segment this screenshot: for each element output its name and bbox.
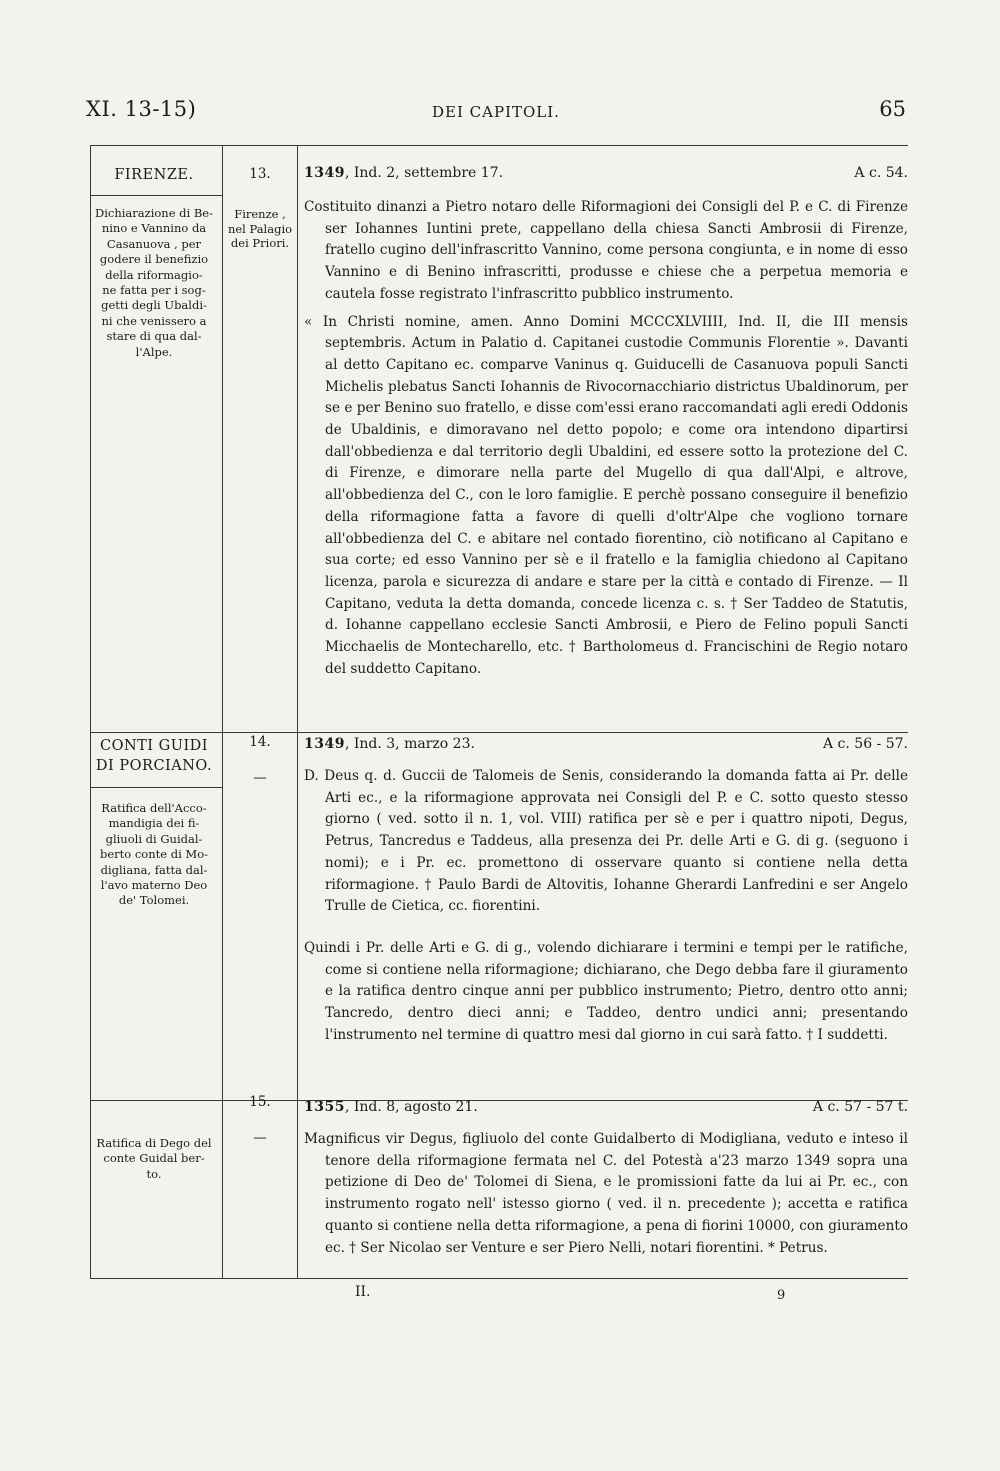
entry-14-place: CONTI GUIDI DI PORCIANO.: [95, 738, 213, 774]
column-rule-1: [222, 145, 223, 1278]
entry-13-place: FIRENZE.: [114, 167, 194, 183]
column-rule-2: [297, 145, 298, 1278]
entry-13-ref: A c. 54.: [854, 165, 908, 181]
entry-15-location: —: [253, 1130, 267, 1146]
header-title: DEI CAPITOLI.: [432, 103, 560, 121]
entry-14-paragraph: Quindi i Pr. delle Arti e G. di g., volendo dichiarare i termini e tempi per le ratifiche, come si contiene nella riformagione; dichiarano, che Dego debba fare il giuramento e la ratifica dentro cinque anni per pubblico instrumento; Pietro, dentro otto anni; Tancredo, dentro dieci anni; e Taddeo, dentro undici anni; presentando l'instrumento nel termine di quattro mesi dal giorno in cui sarà fatto. † I suddetti.: [304, 939, 908, 1043]
entry-14-date: , Ind. 3, marzo 23.: [344, 736, 475, 752]
entry-14-ref: A c. 56 - 57.: [822, 736, 908, 752]
entry-13-date: , Ind. 2, settembre 17.: [344, 165, 504, 181]
top-rule: [90, 145, 908, 146]
entry-15-body: [304, 1099, 908, 1259]
bottom-rule: [90, 1278, 908, 1279]
entry-15-date: , Ind. 8, agosto 21.: [344, 1099, 478, 1115]
place-rule-1: [90, 195, 222, 196]
header-section-ref: XI. 13-15): [86, 97, 197, 121]
entry-14-number: 14.: [249, 734, 271, 750]
entry-15-paragraph: Magnificus vir Degus, figliuolo del conte Guidalberto di Modigliana, veduto e inteso il tenore della riformagione fermata nel C. del Potestà a'23 marzo 1349 sopra una petizione di Deo de' Tolomei di Siena, e le promissioni fatte da lui ai Pr. ec., con instrumento rogato nell' istesso giorno ( ved. il n. precedente ); accetta e ratifica quanto si contiene nella detta riformagione, a pena di fiorini 10000, con giuramento ec. † Ser Nicolao ser Venture e ser Piero Nelli, notari fiorentini. * Petrus.: [304, 1131, 908, 1256]
entry-14-heading: [304, 736, 908, 752]
entry-15-year: 1355: [304, 1099, 345, 1115]
entry-15-note: Ratifica di Dego del conte Guidal ber- to.: [96, 1136, 212, 1181]
entry-14-body: [304, 736, 908, 1046]
entry-14-year: 1349: [304, 736, 345, 752]
entry-13-location: Firenze , nel Palagio dei Priori.: [227, 207, 293, 250]
entry-13-number: 13.: [249, 166, 271, 182]
entry-15-heading: [304, 1099, 908, 1115]
entry-13-heading: [304, 165, 908, 181]
entry-13-year: 1349: [304, 165, 345, 181]
entry-13-body: [304, 165, 908, 680]
header-page-number: 65: [879, 97, 906, 121]
entry-13-paragraph: « In Christi nomine, amen. Anno Domini MCCCXLVIIII, Ind. II, die III mensis septembris. Actum in Palatio d. Capitanei custodie Communis Florentie ». Davanti al detto Capitano ec. comparve Vaninus q. Guiducelli de Casanuova populi Sancti Michelis plebatus Sancti Iohannis de Rivocornacchiario districtus Ubaldinorum, per se e per Benino suo fratello, e disse com'essi erano raccomandati agli eredi Oddonis de Ubaldinis, e dimoravano nel detto popolo; e come ora intendono dipartirsi dall'obbedienza e dal territorio degli Ubaldini, ed essere sotto la protezione del C. di Firenze, e dimorare nella parte del Mugello di qua dall'Alpi, e altrove, all'obbedienza del C., con le loro famiglie. E perchè possano conseguire il benefizio della riformagione fatta a favore di quelli d'oltr'Alpe che vogliono tornare all'obbedienza del C. e abitare nel contado fiorentino, ciò notificano al Capitano e sua corte; ed esso Vannino per sè e il fratello e la famiglia chiedono al Capitano licenza, parola e sicurezza di andare e stare per la città e contado di Firenze. — Il Capitano, veduta la detta domanda, concede licenza c. s. † Ser Taddeo de Statutis, d. Iohanne cappellano ecclesie Sancti Ambrosii, e Piero de Felino populi Sancti Micchaelis de Montecharello, etc. † Bartholomeus d. Francischini de Regio notaro del suddetto Capitano.: [304, 313, 908, 677]
footer-page-mark: 9: [777, 1288, 786, 1303]
footer-signature: II.: [355, 1284, 371, 1300]
entry-14-note: Ratifica dell'Acco- mandigia dei fi- gliuoli di Guidal- berto conte di Mo- digliana, fatta dal- l'avo materno Deo de' Tolomei.: [100, 801, 208, 908]
entry-15-ref: A c. 57 - 57 t.: [812, 1099, 908, 1115]
entry-rule-1: [90, 732, 908, 733]
place-rule-2: [90, 787, 222, 788]
entry-14-paragraph: D. Deus q. d. Guccii de Talomeis de Senis, considerando la domanda fatta ai Pr. delle Arti ec., e la riformagione approvata nei Consigli del P. e C. sotto questo stesso giorno ( ved. sotto il n. 1, vol. VIII) ratifica per sè e per i quattro nipoti, Degus, Petrus, Tancredus e Taddeus, alla presenza dei Pr. delle Arti e G. di g. (seguono i nomi); e i Pr. ec. promettono di osservare quanto si contiene nella detta riformagione. † Paulo Bardi de Altovitis, Iohanne Gherardi Lanfredini e ser Angelo Trulle de Cietica, cc. fiorentini.: [304, 768, 908, 915]
entry-14-location: —: [253, 770, 267, 786]
entry-13-paragraph: Costituito dinanzi a Pietro notaro delle Riformagioni dei Consigli del P. e C. di Firenze ser Iohannes Iuntini prete, cappellano della chiesa Sancti Ambrosii di Firenze, fratello cugino dell'infrascritto Vannino, come persona congiunta, e in nome di esso Vannino e di Benino infrascritti, produsse e chiese che a perpetua memoria e cautela fosse registrato l'infrascritto pubblico instrumento.: [304, 199, 908, 302]
entry-15-number: 15.: [249, 1094, 271, 1110]
entry-13-note: Dichiarazione di Be- nino e Vannino da Casanuova , per godere il benefizio della riformagio- ne fatta per i sog- getti degli Ubaldi- ni che venissero a stare di qua dal- l'Alpe.: [95, 206, 213, 359]
